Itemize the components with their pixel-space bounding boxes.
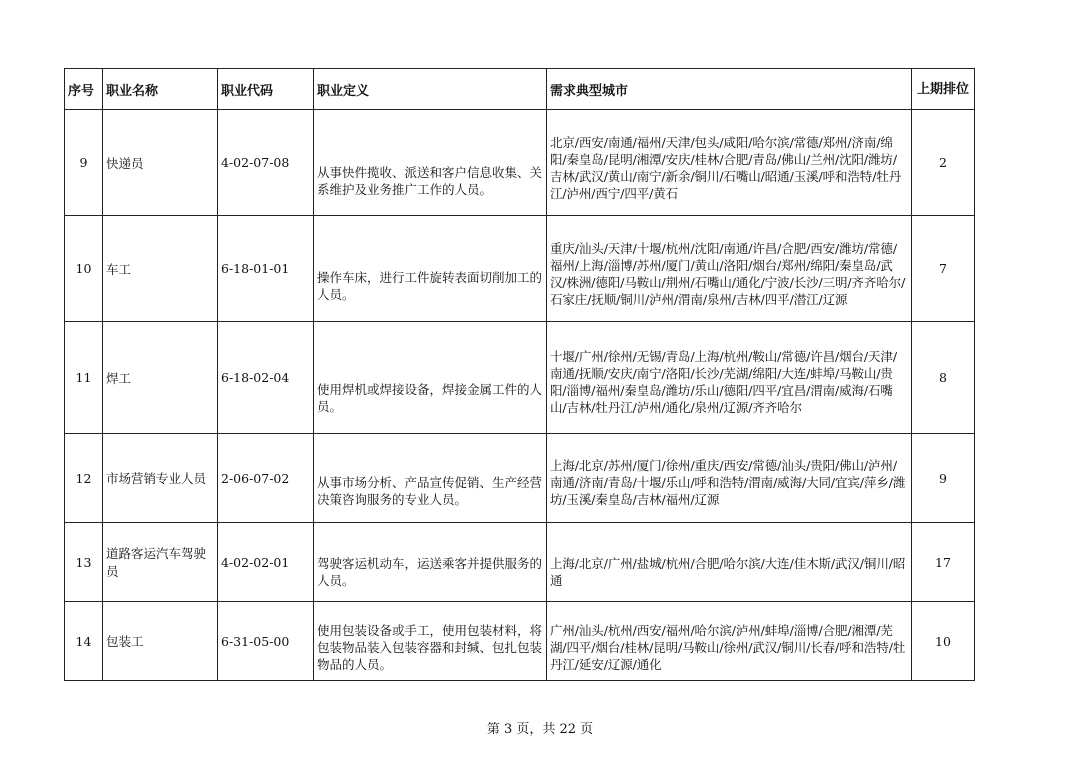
definition-text: 从事快件揽收、派送和客户信息收集、关系维护及业务推广工作的人员。 [317,164,543,197]
cell-cities [547,322,912,434]
cell-name: 市场营销专业人员 [103,434,218,523]
cell-no: 14 [65,602,103,681]
header-name: 职业名称 [103,69,218,110]
definition-text: 驾驶客运机动车，运送乘客并提供服务的人员。 [317,556,543,588]
definition-text: 使用焊机或焊接设备，焊接金属工件的人员。 [317,381,543,414]
cell-cities [547,523,912,602]
cities-text: 北京/西安/南通/福州/天津/包头/咸阳/哈尔滨/常德/郑州/济南/绵阳/秦皇岛/昆明/湘潭/安庆/桂林/合肥/青岛/佛山/兰州/沈阳/潍坊/吉林/武汉/黄山/南宁/新余/铜川/石嘴山/昭通/玉溪/呼和浩特/牡丹江/泸州/西宁/四平/黄石 [550,134,902,201]
definition-text: 操作车床，进行工件旋转表面切削加工的人员。 [317,269,543,302]
header-definition: 职业定义 [314,69,547,110]
cell-code: 6-31-05-00 [218,602,314,681]
cell-name: 快递员 [103,110,218,216]
table-row [65,322,975,434]
definition-text: 使用包装设备或手工，使用包装材料，将包装物品装入包装容器和封缄、包扎包装物品的人员。 [317,622,543,672]
cell-cities [547,216,912,322]
cell-rank: 7 [912,216,975,322]
table-row [65,602,975,681]
cell-cities [547,110,912,216]
table-row [65,523,975,602]
table-row [65,216,975,322]
cell-definition [314,434,547,523]
cell-code: 2-06-07-02 [218,434,314,523]
cell-no: 10 [65,216,103,322]
cell-code: 6-18-01-01 [218,216,314,322]
cell-code: 4-02-07-08 [218,110,314,216]
cell-code: 6-18-02-04 [218,322,314,434]
cell-definition [314,523,547,602]
cell-rank: 17 [912,523,975,602]
cell-rank: 9 [912,434,975,523]
cell-rank: 8 [912,322,975,434]
cities-text: 上海/北京/苏州/厦门/徐州/重庆/西安/常德/汕头/贵阳/佛山/泸州/南通/济南/青岛/十堰/乐山/呼和浩特/渭南/威海/大同/宜宾/萍乡/潍坊/玉溪/秦皇岛/吉林/福州/辽源 [550,457,906,507]
cell-definition [314,322,547,434]
header-row [65,69,975,110]
cell-no: 11 [65,322,103,434]
cell-name: 车工 [103,216,218,322]
cities-text: 重庆/汕头/天津/十堰/杭州/沈阳/南通/许昌/合肥/西安/潍坊/常德/福州/上海/淄博/苏州/厦门/黄山/洛阳/烟台/郑州/绵阳/秦皇岛/武汉/株洲/德阳/马鞍山/荆州/石嘴山/通化/宁波/长沙/三明/齐齐哈尔/石家庄/抚顺/铜川/泸州/渭南/泉州/吉林/四平/潜江/辽源 [550,240,906,307]
cell-rank: 10 [912,602,975,681]
cell-name: 道路客运汽车驾驶员 [103,523,218,602]
cell-definition [314,110,547,216]
cell-name: 焊工 [103,322,218,434]
definition-text: 从事市场分析、产品宣传促销、生产经营决策咨询服务的专业人员。 [317,475,543,507]
cell-cities [547,602,912,681]
header-code: 职业代码 [218,69,314,110]
cities-text: 十堰/广州/徐州/无锡/青岛/上海/杭州/鞍山/常德/许昌/烟台/天津/南通/抚顺/安庆/南宁/洛阳/长沙/芜湖/绵阳/大连/蚌埠/马鞍山/贵阳/淄博/福州/秦皇岛/潍坊/乐山/德阳/四平/宜昌/渭南/威海/石嘴山/吉林/牡丹江/泸州/通化/泉州/辽源/齐齐哈尔 [550,348,897,415]
occupation-table [64,68,975,681]
cities-text: 上海/北京/广州/盐城/杭州/合肥/哈尔滨/大连/佳木斯/武汉/铜川/昭通 [550,556,906,588]
cell-cities [547,434,912,523]
cities-text: 广州/汕头/杭州/西安/福州/哈尔滨/泸州/蚌埠/淄博/合肥/湘潭/芜湖/四平/烟台/桂林/昆明/马鞍山/徐州/武汉/铜川/长春/呼和浩特/牡丹江/延安/辽源/通化 [550,622,906,672]
page-number: 第 3 页，共 22 页 [486,722,594,737]
cell-no: 12 [65,434,103,523]
cell-code: 4-02-02-01 [218,523,314,602]
cell-no: 13 [65,523,103,602]
header-cities: 需求典型城市 [547,69,912,110]
cell-rank: 2 [912,110,975,216]
header-no: 序号 [65,69,103,110]
cell-name: 包装工 [103,602,218,681]
header-rank: 上期排位 [912,69,975,110]
table-row [65,434,975,523]
cell-no: 9 [65,110,103,216]
table-row [65,110,975,216]
cell-definition [314,602,547,681]
cell-definition [314,216,547,322]
